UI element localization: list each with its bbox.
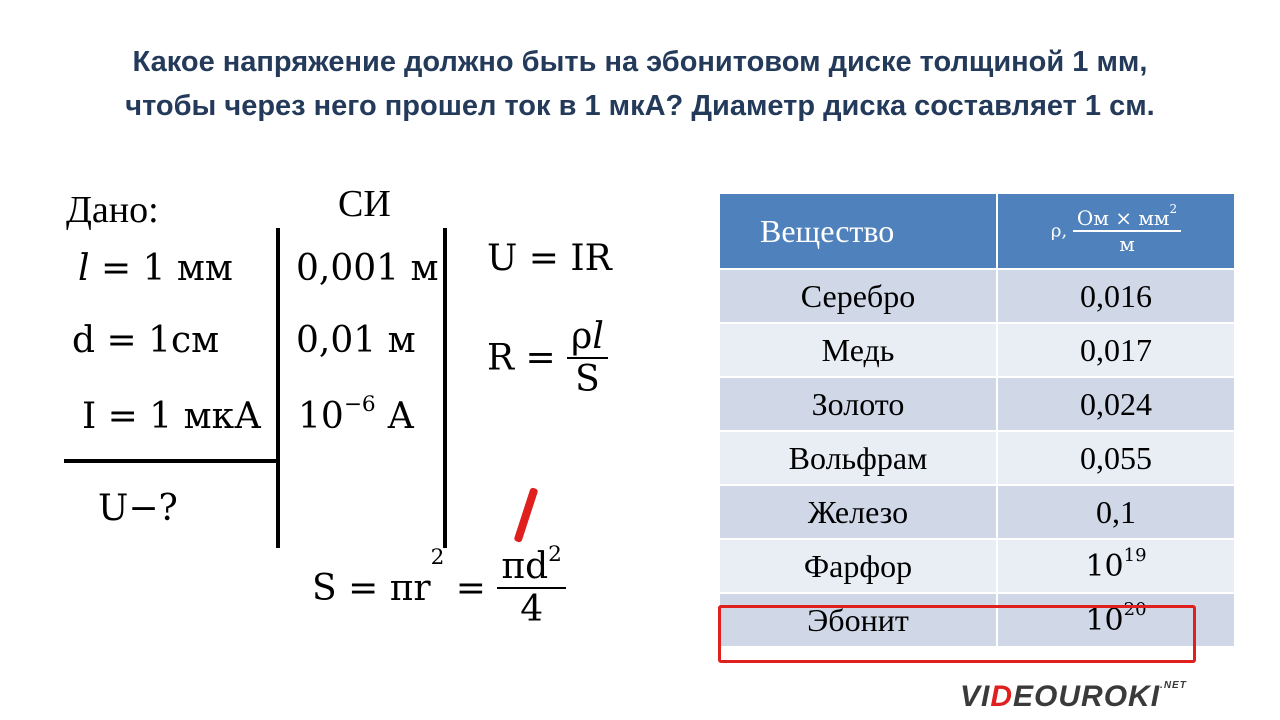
red-pen-mark bbox=[514, 487, 539, 543]
given-current: I = 1 мкА bbox=[82, 396, 262, 437]
si-current bbox=[298, 392, 415, 437]
si-separator-line bbox=[276, 228, 280, 548]
resistance-lhs: R = bbox=[487, 337, 556, 379]
videouroki-logo: $VIDEOUROKI^{.NET}$ bbox=[960, 680, 1187, 713]
resistance-formula bbox=[487, 316, 608, 400]
given-divider bbox=[64, 459, 278, 463]
si-length: 0,001 м bbox=[296, 248, 439, 289]
substance-cell: Железо bbox=[719, 485, 997, 539]
resistivity-cell: $10^{20}$ bbox=[997, 593, 1235, 647]
ohm-law-formula: U = IR bbox=[487, 238, 612, 279]
table-row bbox=[719, 485, 1235, 539]
substance-cell: Серебро bbox=[719, 269, 997, 323]
si-current-base: 10 bbox=[298, 396, 344, 437]
table-header-row bbox=[719, 193, 1235, 269]
given-diameter: d = 1см bbox=[72, 320, 220, 361]
header-resistivity: ρ, $\frac{Ом \times мм^2}{м}$ bbox=[997, 193, 1235, 269]
resistivity-cell: 0,1 bbox=[997, 485, 1235, 539]
substance-cell: Фарфор bbox=[719, 539, 997, 593]
si-diameter: 0,01 м bbox=[296, 320, 416, 361]
resistivity-cell: $10^{19}$ bbox=[997, 539, 1235, 593]
substance-cell: Медь bbox=[719, 323, 997, 377]
table-row bbox=[719, 539, 1235, 593]
resistance-numerator: ρ𝑙 bbox=[571, 316, 604, 357]
si-header: СИ bbox=[338, 183, 391, 225]
substance-cell: Золото bbox=[719, 377, 997, 431]
problem-statement bbox=[40, 40, 1240, 128]
area-formula bbox=[312, 542, 566, 630]
si-current-unit: А bbox=[387, 396, 415, 437]
problem-line-2: чтобы через него прошел ток в 1 мкА? Диаметр диска составляет 1 см. bbox=[125, 90, 1155, 122]
table-row bbox=[719, 269, 1235, 323]
area-fraction bbox=[497, 542, 565, 630]
resistivity-cell: 0,024 bbox=[997, 377, 1235, 431]
formula-separator-line bbox=[443, 228, 447, 548]
table-row bbox=[719, 431, 1235, 485]
table-row bbox=[719, 377, 1235, 431]
resistivity-cell: 0,055 bbox=[997, 431, 1235, 485]
ebonite-highlight-box bbox=[718, 605, 1196, 663]
given-length: 𝑙 = 1 мм bbox=[78, 248, 233, 289]
resistance-denominator: S bbox=[567, 357, 608, 400]
table-row bbox=[719, 323, 1235, 377]
area-numerator: $\pi d^2$ bbox=[501, 542, 562, 587]
header-substance: Вещество bbox=[719, 193, 997, 269]
resistivity-cell: 0,017 bbox=[997, 323, 1235, 377]
substance-cell: Эбонит bbox=[719, 593, 997, 647]
si-current-exp: −6 bbox=[343, 392, 376, 417]
resistivity-table bbox=[718, 192, 1236, 648]
resistivity-cell: 0,016 bbox=[997, 269, 1235, 323]
problem-line-1: Какое напряжение должно быть на эбонитовом диске толщиной 1 мм, bbox=[132, 46, 1148, 78]
resistance-fraction bbox=[567, 316, 608, 400]
unknown-voltage: U−? bbox=[98, 488, 178, 529]
given-header: Дано: bbox=[66, 189, 159, 231]
substance-cell: Вольфрам bbox=[719, 431, 997, 485]
area-lhs: $S = \pi r^2$ = bbox=[312, 544, 486, 609]
area-denominator: 4 bbox=[497, 587, 565, 630]
